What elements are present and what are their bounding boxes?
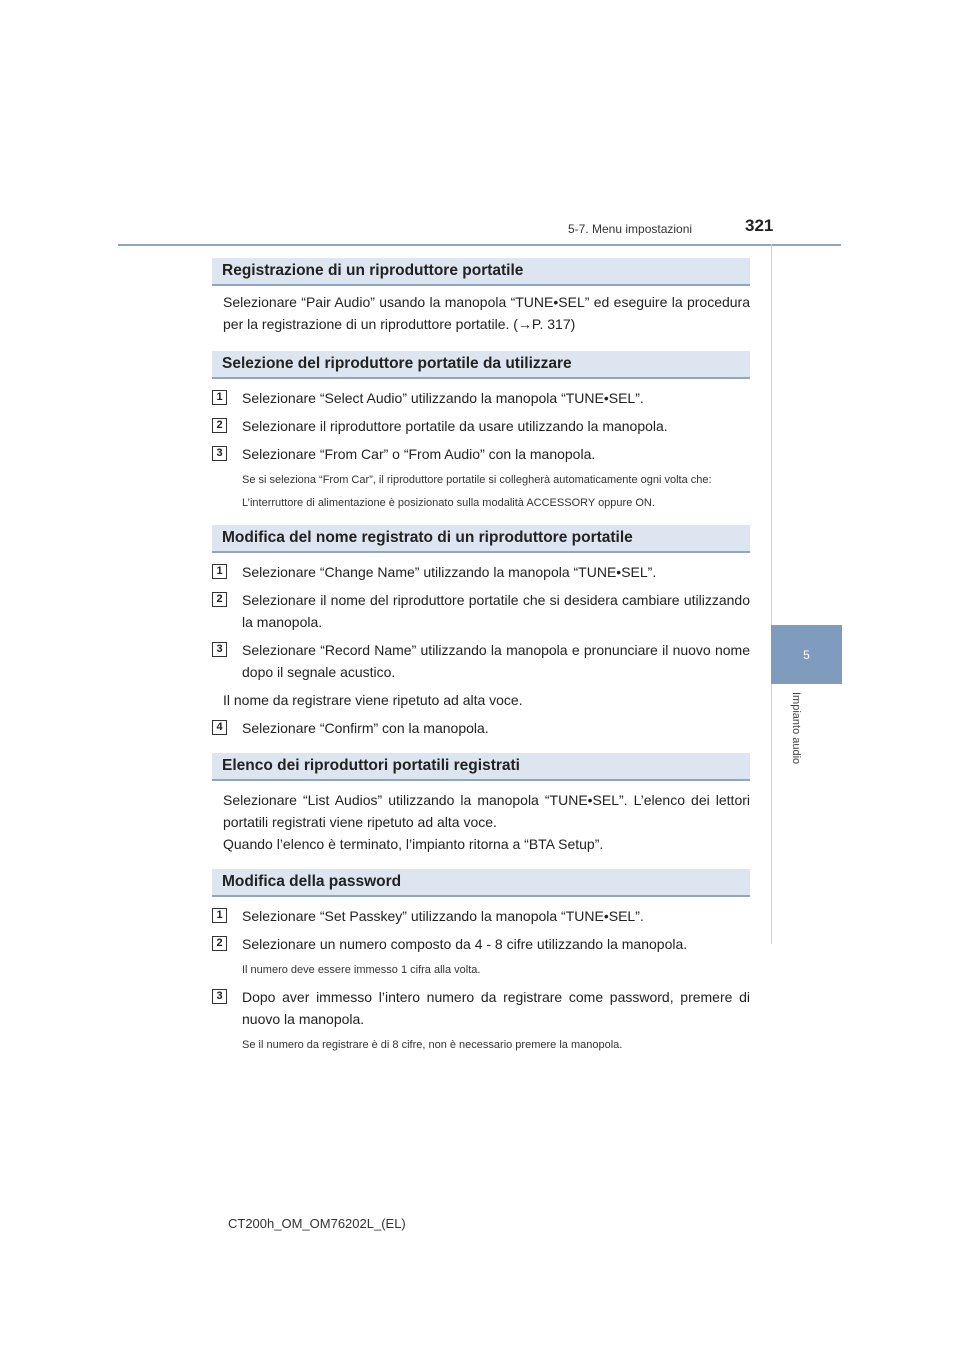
step-number-badge: 4 <box>212 720 227 735</box>
registrazione-text: Selezionare “Pair Audio” usando la manopola “TUNE•SEL” ed eseguire la procedura per la registrazione di un riproduttore portatile. (→P. 317) <box>223 294 750 332</box>
section-title-registrazione: Registrazione di un riproduttore portatile <box>212 258 750 286</box>
step-number-badge: 3 <box>212 989 227 1004</box>
step-number-badge: 1 <box>212 908 227 923</box>
step-text: Selezionare il riproduttore portatile da usare utilizzando la manopola. <box>242 418 668 434</box>
note-text: Se si seleziona “From Car”, il riproduttore portatile si collegherà automaticamente ogni volta che: <box>242 474 712 486</box>
step-text: Selezionare un numero composto da 4 - 8 cifre utilizzando la manopola. <box>242 936 688 952</box>
step-text: Dopo aver immesso l’intero numero da registrare come password, premere di nuovo la manopola. <box>242 989 750 1027</box>
chapter-label: Impianto audio <box>790 692 802 765</box>
step-number-badge: 2 <box>212 418 227 433</box>
step-item <box>212 933 750 955</box>
step-number-badge: 3 <box>212 446 227 461</box>
elenco-text: Quando l’elenco è terminato, l’impianto ritorna a “BTA Setup”. <box>223 836 604 852</box>
step-number-badge: 1 <box>212 564 227 579</box>
step-text: Selezionare “From Car” o “From Audio” con la manopola. <box>242 446 596 462</box>
step-item <box>212 639 750 683</box>
section-title-elenco: Elenco dei riproduttori portatili registrati <box>212 753 750 781</box>
step-number-badge: 2 <box>212 936 227 951</box>
elenco-text: Selezionare “List Audios” utilizzando la manopola “TUNE•SEL”. L’elenco dei lettori portatili registrati viene ripetuto ad alta voce. <box>223 792 750 830</box>
step-number-badge: 1 <box>212 390 227 405</box>
step-item <box>212 443 750 465</box>
header-rule <box>118 244 841 246</box>
footer-code: CT200h_OM_OM76202L_(EL) <box>228 1216 406 1231</box>
step-text: Selezionare “Change Name” utilizzando la manopola “TUNE•SEL”. <box>242 564 657 580</box>
step-number-badge: 2 <box>212 592 227 607</box>
step-item <box>212 717 750 739</box>
step-text: Selezionare “Confirm” con la manopola. <box>242 720 489 736</box>
step-text: Selezionare “Set Passkey” utilizzando la manopola “TUNE•SEL”. <box>242 908 644 924</box>
note-text: L’interruttore di alimentazione è posizionato sulla modalità ACCESSORY oppure ON. <box>242 497 655 509</box>
page-number: 321 <box>745 216 774 235</box>
section-title-selezione: Selezione del riproduttore portatile da utilizzare <box>212 351 750 379</box>
step-text: Selezionare il nome del riproduttore portatile che si desidera cambiare utilizzando la manopola. <box>242 592 750 630</box>
step-item <box>212 415 750 437</box>
step-number-badge: 3 <box>212 642 227 657</box>
note-text: Il numero deve essere immesso 1 cifra alla volta. <box>242 964 481 976</box>
section-title-password: Modifica della password <box>212 869 750 897</box>
paragraph-text: Il nome da registrare viene ripetuto ad alta voce. <box>223 692 523 708</box>
step-item <box>212 905 750 927</box>
step-item <box>212 387 750 409</box>
header-section-title: 5-7. Menu impostazioni <box>568 222 693 236</box>
step-text: Selezionare “Select Audio” utilizzando la manopola “TUNE•SEL”. <box>242 390 644 406</box>
step-item <box>212 986 750 1030</box>
step-item <box>212 561 750 583</box>
step-text: Selezionare “Record Name” utilizzando la manopola e pronunciare il nuovo nome dopo il segnale acustico. <box>242 642 750 680</box>
chapter-tab: 5 <box>771 625 842 684</box>
note-text: Se il numero da registrare è di 8 cifre, non è necessario premere la manopola. <box>242 1039 623 1051</box>
page-content <box>212 258 750 1053</box>
side-rule <box>771 244 772 944</box>
step-item <box>212 589 750 633</box>
section-title-modifica-nome: Modifica del nome registrato di un riproduttore portatile <box>212 525 750 553</box>
